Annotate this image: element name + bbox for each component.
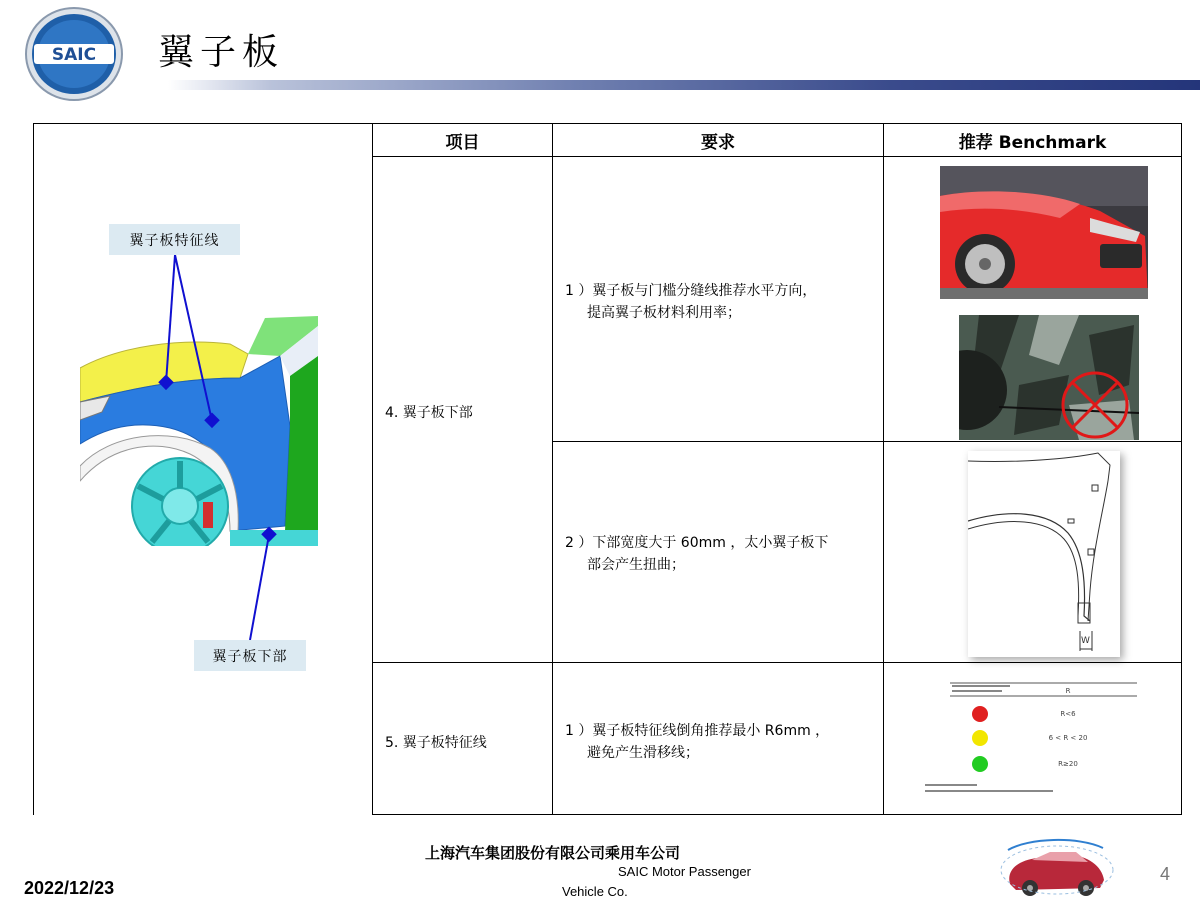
header-benchmark: 推荐 Benchmark: [958, 132, 1107, 153]
requirement-1-sill-split: 1 ）翼子板与门槛分缝线推荐水平方向， 提高翼子板材料利用率；: [565, 283, 817, 321]
radius-col-header: R: [1065, 687, 1071, 695]
logo-text: SAIC: [51, 45, 97, 65]
callout-fender-lower: 翼子板下部: [194, 640, 306, 671]
radius-row-1: R<6: [1060, 710, 1076, 718]
requirement-feature-line-radius: 1 ）翼子板特征线倒角推荐最小 R6mm ， 避免产生滑移线；: [565, 723, 830, 761]
benchmark-fender-drawing: [968, 451, 1120, 657]
fender-cad-illustration: [80, 316, 318, 546]
radius-row-2: 6 < R < 20: [1048, 734, 1088, 742]
date-label: 2022/12/23: [24, 878, 115, 898]
benchmark-camouflage-car-photo: [959, 315, 1139, 440]
company-name-en-line2: Vehicle Co.: [562, 884, 628, 899]
benchmark-red-car-photo: [940, 166, 1148, 299]
page-title: 翼子板: [158, 32, 285, 73]
page-number: 4: [1160, 864, 1171, 884]
requirement-2-lower-width: 2 ）下部宽度大于 60mm ，太小翼子板下 部会产生扭曲；: [565, 535, 829, 573]
item-fender-lower: 4. 翼子板下部: [385, 405, 473, 421]
title-divider: [168, 80, 1200, 90]
fender-width-label: W: [1081, 636, 1090, 646]
company-name-en-line1: SAIC Motor Passenger: [618, 864, 751, 879]
company-name-cn: 上海汽车集团股份有限公司乘用车公司: [425, 844, 681, 862]
callout-fender-feature-line: 翼子板特征线: [109, 224, 240, 255]
saic-logo: [24, 6, 124, 102]
body-team-logo: [998, 830, 1116, 898]
item-fender-feature-line: 5. 翼子板特征线: [385, 735, 487, 751]
benchmark-radius-table: [925, 680, 1140, 800]
header-requirement: 要求: [701, 132, 735, 153]
header-item: 项目: [445, 132, 480, 153]
radius-row-3: R≥20: [1058, 760, 1078, 768]
